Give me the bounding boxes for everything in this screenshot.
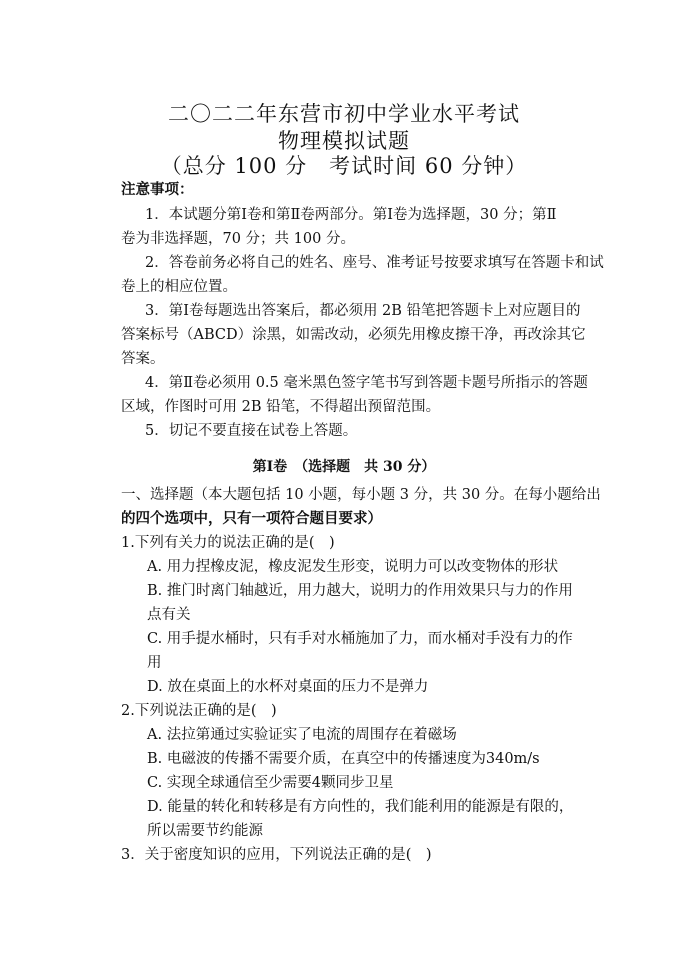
question-1-option-b-line-1: B. 推门时离门轴越近，用力越大，说明力的作用效果只与力的作用 [147,583,573,599]
exam-title: 二〇二二年东营市初中学业水平考试 [168,102,520,126]
note-3-line-2: 答案标号（ABCD）涂黑，如需改动，必须先用橡皮擦干净，再改涂其它 [121,327,586,343]
notes-heading: 注意事项： [121,181,194,198]
question-1-option-c-line-1: C. 用手提水桶时，只有手对水桶施加了力，而水桶对手没有力的作 [147,631,573,647]
note-1-line-1: 1．本试题分第Ⅰ卷和第Ⅱ卷两部分。第Ⅰ卷为选择题，30 分；第Ⅱ [145,207,557,223]
question-1-option-d: D. 放在桌面上的水杯对桌面的压力不是弹力 [147,679,429,695]
exam-info: （总分 100 分 考试时间 60 分钟） [160,154,528,178]
note-4-line-2: 区域，作图时可用 2B 铅笔，不得超出预留范围。 [121,399,441,415]
question-2-option-d-line-1: D. 能量的转化和转移是有方向性的，我们能利用的能源是有限的， [147,799,574,815]
question-2-option-a: A. 法拉第通过实验证实了电流的周围存在着磁场 [147,727,457,743]
question-1-option-a: A. 用力捏橡皮泥，橡皮泥发生形变，说明力可以改变物体的形状 [147,559,559,575]
section-intro-line-2: 的四个选项中，只有一项符合题目要求） [121,510,382,527]
note-1-line-2: 卷为非选择题，70 分；共 100 分。 [121,231,355,247]
section-heading: 第Ⅰ卷 （选择题 共 30 分） [252,459,436,475]
question-2-option-b: B. 电磁波的传播不需要介质，在真空中的传播速度为340m/s [147,751,540,767]
note-2-line-1: 2．答卷前务必将自己的姓名、座号、准考证号按要求填写在答题卡和试 [145,255,604,271]
note-3-line-1: 3．第Ⅰ卷每题选出答案后，都必须用 2B 铅笔把答题卡上对应题目的 [145,303,581,319]
question-2-stem: 2.下列说法正确的是( ) [121,703,277,719]
exam-subtitle: 物理模拟试题 [278,129,410,153]
question-3-stem: 3．关于密度知识的应用，下列说法正确的是( ) [121,847,432,863]
question-1-option-b-line-2: 点有关 [147,607,191,623]
note-3-line-3: 答案。 [121,351,165,367]
question-2-option-d-line-2: 所以需要节约能源 [147,823,263,839]
question-2-option-c: C. 实现全球通信至少需要4颗同步卫星 [147,775,394,791]
note-5: 5．切记不要直接在试卷上答题。 [145,423,358,439]
note-4-line-1: 4．第Ⅱ卷必须用 0.5 毫米黑色签字笔书写到答题卡题号所指示的答题 [145,375,588,391]
question-1-stem: 1.下列有关力的说法正确的是( ) [121,535,335,551]
question-1-option-c-line-2: 用 [147,655,162,671]
note-2-line-2: 卷上的相应位置。 [121,279,237,295]
section-intro-line-1: 一、选择题（本大题包括 10 小题，每小题 3 分，共 30 分。在每小题给出 [121,487,601,503]
